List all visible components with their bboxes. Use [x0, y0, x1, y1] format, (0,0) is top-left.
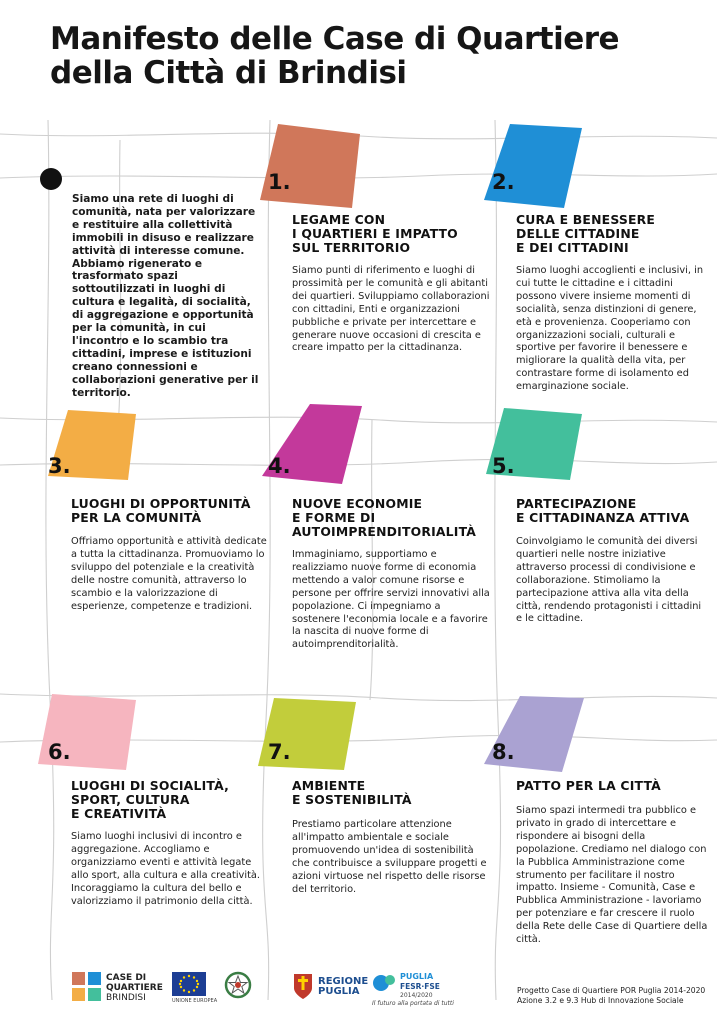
- section-8-body: Siamo spazi intermedi tra pubblico e privato in grado di intercettare e rispondere ai bisogni della popolazione. Crediamo nel dialogo con la Pubblica Amministrazione come strumento per facilitare il nostro impatto. Insieme - Comunità, Case e Pubblica Amministrazione - lavoriamo per potenziare e far crescere il ruolo della Rete delle Case di Quartiere della città.: [516, 805, 708, 946]
- section-1-number: 1.: [268, 170, 291, 194]
- section-5-number: 5.: [492, 454, 515, 478]
- section-8-title: [516, 779, 661, 793]
- section-6-title-line: LUOGHI DI SOCIALITÀ,: [71, 778, 229, 793]
- section-7-title-line: AMBIENTE: [292, 778, 366, 793]
- section-2-shape-fill: [484, 124, 582, 208]
- section-4-body: Immaginiamo, supportiamo e realizziamo nuove forme di economia mettendo a valor comune risorse e persone per offrire servizi innovativi alla popolazione. Ci impegniamo a sostenere l'economia locale e a favorire la nascita di nuove forme di autoimprenditorialità.: [292, 549, 490, 651]
- case-di-quartiere-logo-icon: [70, 970, 104, 1004]
- por-puglia-logo-icon: [372, 972, 398, 994]
- italian-republic-emblem-icon: [224, 970, 252, 1000]
- section-3-title: [71, 497, 251, 525]
- puglia-line-1: PUGLIA: [400, 972, 434, 981]
- section-2-title: [516, 213, 655, 255]
- case-logo-line-3: BRINDISI: [106, 993, 146, 1003]
- section-4-title: [292, 497, 476, 539]
- section-3-title-line: LUOGHI DI OPPORTUNITÀ: [71, 496, 251, 511]
- section-5-title-line: PARTECIPAZIONE: [516, 496, 637, 511]
- section-6-title-line: E CREATIVITÀ: [71, 806, 167, 821]
- section-6-body: Siamo luoghi inclusivi di incontro e aggregazione. Accogliamo e organizziamo eventi e attività legate allo sport, alla cultura e alla creatività. Incoraggiamo la cultura del bello e valorizziamo il patrimonio della città.: [71, 831, 261, 907]
- puglia-line-3: 2014/2020: [400, 992, 433, 999]
- section-1-title: [292, 213, 458, 255]
- italian-emblem: [224, 970, 252, 1004]
- section-7-body: Prestiamo particolare attenzione all'impatto ambientale e sociale promuovendo un'idea di sostenibilità che contribuisce a sviluppare progetti e azioni virtuose nel rispetto delle risorse del territorio.: [292, 819, 487, 895]
- section-4-title-line: E FORME DI: [292, 510, 376, 525]
- section-1-title-line: I QUARTIERI E IMPATTO: [292, 226, 458, 241]
- section-1-title-line: SUL TERRITORIO: [292, 240, 411, 255]
- start-dot: [40, 168, 62, 190]
- section-5-title-line: E CITTADINANZA ATTIVA: [516, 510, 690, 525]
- eu-caption: UNIONE EUROPEA: [172, 998, 218, 1004]
- section-7-number: 7.: [268, 740, 291, 764]
- section-6-title: [71, 779, 229, 821]
- section-2-title-line: E DEI CITTADINI: [516, 240, 629, 255]
- section-7-title: [292, 779, 412, 807]
- section-1-body: Siamo punti di riferimento e luoghi di prossimità per le comunità e gli abitanti dei quartieri. Sviluppiamo collaborazioni con cittadini, Enti e organizzazioni pubbliche e private per intercettare e generare nuove occasioni di crescita e creare impatto per la cittadinanza.: [292, 265, 490, 354]
- section-8-title-line: PATTO PER LA CITTÀ: [516, 778, 661, 793]
- regione-puglia-logo: [292, 970, 369, 1004]
- section-4-title-line: AUTOIMPRENDITORIALITÀ: [292, 524, 477, 539]
- eu-logo: [172, 972, 218, 1004]
- credit-line-1: Progetto Case di Quartiere POR Puglia 2014-2020: [517, 986, 706, 995]
- credit-line-2: Azione 3.2 e 9.3 Hub di Innovazione Sociale: [517, 996, 684, 1005]
- section-3-body: Offriamo opportunità e attività dedicate a tutta la cittadinanza. Promuoviamo lo sviluppo del potenziale e la creatività delle nostre comunità, attraverso lo scambio e la valorizzazione di esperienze, competenze e tradizioni.: [71, 536, 267, 612]
- section-7-title-line: E SOSTENIBILITÀ: [292, 792, 412, 807]
- regione-puglia-crest-icon: [292, 970, 314, 1000]
- section-5-title: [516, 497, 689, 525]
- intro-text: Siamo una rete di luoghi di comunità, nata per valorizzare e restituire alla collettività immobili in disuso e realizzare attività di interesse comune. Abbiamo rigenerato e trasformato spazi sottoutilizzati in luoghi di cultura e legalità, di socialità, di aggregazione e opportunità per la comunità, in cui l'incontro e lo scambio tra cittadini, imprese e istituzioni creano connessioni e collaborazioni generative per il territorio.: [72, 193, 259, 399]
- section-1-shape: [256, 120, 368, 212]
- page-title-line-1: Manifesto delle Case di Quartiere: [50, 21, 620, 57]
- section-3-title-line: PER LA COMUNITÀ: [71, 510, 202, 525]
- section-6-title-line: SPORT, CULTURA: [71, 792, 190, 807]
- section-1-title-line: LEGAME CON: [292, 212, 386, 227]
- section-8-number: 8.: [492, 740, 515, 764]
- section-5-body: Coinvolgiamo le comunità dei diversi quartieri nelle nostre iniziative attraverso processi di condivisione e collaborazione. Stimoliamo la partecipazione attiva alla vita della città, rendendo protagonisti i cittadini e le cittadine.: [516, 536, 702, 625]
- section-2-number: 2.: [492, 170, 515, 194]
- regione-line-1: REGIONE: [318, 976, 369, 987]
- section-6-number: 6.: [48, 740, 71, 764]
- section-2-title-line: DELLE CITTADINE: [516, 226, 640, 241]
- section-2-shape: [480, 120, 586, 212]
- section-2-title-line: CURA E BENESSERE: [516, 212, 656, 227]
- puglia-tagline: Il futuro alla portata di tutti: [372, 1000, 454, 1007]
- section-1-shape-fill: [260, 124, 360, 208]
- section-4-number: 4.: [268, 454, 291, 478]
- eu-flag-icon: [172, 972, 206, 996]
- section-4-title-line: NUOVE ECONOMIE: [292, 496, 423, 511]
- project-credit: [517, 986, 707, 1006]
- puglia-line-2: FESR·FSE: [400, 982, 440, 991]
- page-title-line-2: della Città di Brindisi: [50, 55, 407, 91]
- section-3-number: 3.: [48, 454, 71, 478]
- por-puglia-logo: [372, 972, 454, 1007]
- section-2-body: Siamo luoghi accoglienti e inclusivi, in cui tutte le cittadine e i cittadini possono vivere insieme momenti di socialità, senza distinzioni di genere, età e provenienza. Cooperiamo con organizzazioni sociali, culturali e sportive per favorire il benessere e migliorare la qualità della vita, per contrastare forme di isolamento ed emarginazione sociale.: [516, 265, 704, 393]
- case-logo-line-2: QUARTIERE: [106, 983, 163, 993]
- case-logo-line-1: CASE DI: [106, 973, 147, 983]
- regione-line-2: PUGLIA: [318, 986, 360, 997]
